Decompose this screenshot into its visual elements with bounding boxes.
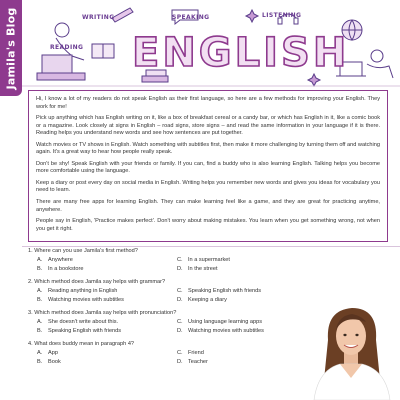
student-head-icon xyxy=(371,50,383,62)
option-text: She doesn't write about this. xyxy=(48,319,119,325)
blog-paragraph-2: Pick up anything which has English writing on it, like a box of breakfast cereal or a candy bar, or which has English in it, like a comic book or a magazine. Look closely at signs in English – road signs, store signs – and read the same information in your language if it is there. Reading helps you understand new words and see how sentences are put together. xyxy=(36,115,380,137)
header-word-writing: WRITING xyxy=(82,14,115,21)
header-word-reading: READING xyxy=(50,44,84,51)
option-text: In a supermarket xyxy=(188,257,230,263)
blog-paragraph-1: Hi, I know a lot of my readers do not speak English as their first language, so here are a few methods for improving your English. They work for me! xyxy=(36,96,380,110)
question-1 xyxy=(28,248,308,272)
blog-text-box xyxy=(28,90,388,242)
option-text: Teacher xyxy=(188,359,208,365)
answer-option[interactable] xyxy=(28,288,168,294)
answer-option[interactable] xyxy=(168,359,308,365)
option-text: Using language learning apps xyxy=(188,319,263,325)
option-letter: B. xyxy=(37,359,43,365)
option-letter: C. xyxy=(177,257,183,263)
option-text: In the street xyxy=(188,266,218,272)
side-tab-label: Jamila's Blog xyxy=(4,7,18,89)
option-letter: A. xyxy=(37,257,43,263)
answer-option[interactable] xyxy=(28,319,168,325)
blog-paragraph-7: People say in English, 'Practice makes perfect'. Don't worry about making mistakes. You learn when you get something wrong, not when you get it right. xyxy=(36,218,380,232)
answer-option[interactable] xyxy=(28,266,168,272)
question-4 xyxy=(28,341,308,365)
option-text: Friend xyxy=(188,350,204,356)
answer-option[interactable] xyxy=(168,257,308,263)
question-text: 3. Which method does Jamila say helps with pronunciation? xyxy=(28,310,177,316)
option-letter: B. xyxy=(37,266,43,272)
questions-section xyxy=(28,248,308,372)
answer-option[interactable] xyxy=(168,266,308,272)
option-letter: D. xyxy=(177,359,183,365)
blog-paragraph-4: Don't be shy! Speak English with your friends or family. If you can, find a buddy who is also learning English. Talking helps you become more comfortable using the language. xyxy=(36,160,380,175)
question-3 xyxy=(28,310,308,334)
answer-option[interactable] xyxy=(28,297,168,303)
blog-paragraph-6: There are many free apps for learning English. They can make learning feel like a game, and they are great for practicing anytime, anywhere. xyxy=(36,199,380,213)
option-letter: A. xyxy=(37,350,43,356)
option-letter: D. xyxy=(177,328,183,334)
option-letter: C. xyxy=(177,319,183,325)
option-text: Reading anything in English xyxy=(48,288,118,294)
option-letter: B. xyxy=(37,297,43,303)
answer-option[interactable] xyxy=(168,297,308,303)
answer-option[interactable] xyxy=(28,359,168,365)
answer-option[interactable] xyxy=(168,288,308,294)
question-text: 1. Where can you use Jamila's first method? xyxy=(28,248,138,254)
option-letter: C. xyxy=(177,350,183,356)
blog-paragraph-5: Keep a diary or post every day on social media in English. Writing helps you remember new words and gives you ideas for vocabulary you need to learn. xyxy=(36,179,380,194)
question-2 xyxy=(28,279,308,303)
header-word-speaking: SPEAKING xyxy=(172,14,210,21)
pencil-icon xyxy=(112,8,133,22)
answer-option[interactable] xyxy=(28,328,168,334)
side-tab xyxy=(0,0,22,96)
option-text: Watching movies with subtitles xyxy=(48,297,124,303)
option-letter: D. xyxy=(177,297,183,303)
option-text: In a bookstore xyxy=(48,266,84,272)
answer-option[interactable] xyxy=(168,328,308,334)
answer-option[interactable] xyxy=(28,350,168,356)
reader-head-icon xyxy=(55,23,69,37)
option-text: Speaking English with friends xyxy=(48,328,122,334)
option-letter: D. xyxy=(177,266,183,272)
answer-option[interactable] xyxy=(168,319,308,325)
option-text: Speaking English with friends xyxy=(188,288,262,294)
header-illustration xyxy=(22,0,400,88)
sparkle-icon xyxy=(246,10,258,22)
option-text: Anywhere xyxy=(48,257,73,263)
option-letter: A. xyxy=(37,319,43,325)
answer-option[interactable] xyxy=(28,257,168,263)
blog-paragraph-3: Watch movies or TV shows in English. Watch something with subtitles first, then make it more challenging by turning them off and watching again. It's a great way to hear how people really speak. xyxy=(36,141,380,156)
option-letter: C. xyxy=(177,288,183,294)
option-text: Watching movies with subtitles xyxy=(188,328,264,334)
answer-option[interactable] xyxy=(168,350,308,356)
option-text: Keeping a diary xyxy=(188,297,227,303)
jamila-portrait xyxy=(300,300,400,400)
page-title: ENGLISH xyxy=(132,30,350,76)
question-text: 2. Which method does Jamila say helps with grammar? xyxy=(28,279,166,285)
option-letter: B. xyxy=(37,328,43,334)
book-stack-icon xyxy=(42,55,72,73)
option-text: Book xyxy=(48,359,61,365)
question-text: 4. What does buddy mean in paragraph 4? xyxy=(28,341,135,347)
option-text: App xyxy=(48,350,58,356)
option-letter: A. xyxy=(37,288,43,294)
books-icon xyxy=(142,76,168,82)
header-word-listening: LISTENING xyxy=(262,12,302,19)
